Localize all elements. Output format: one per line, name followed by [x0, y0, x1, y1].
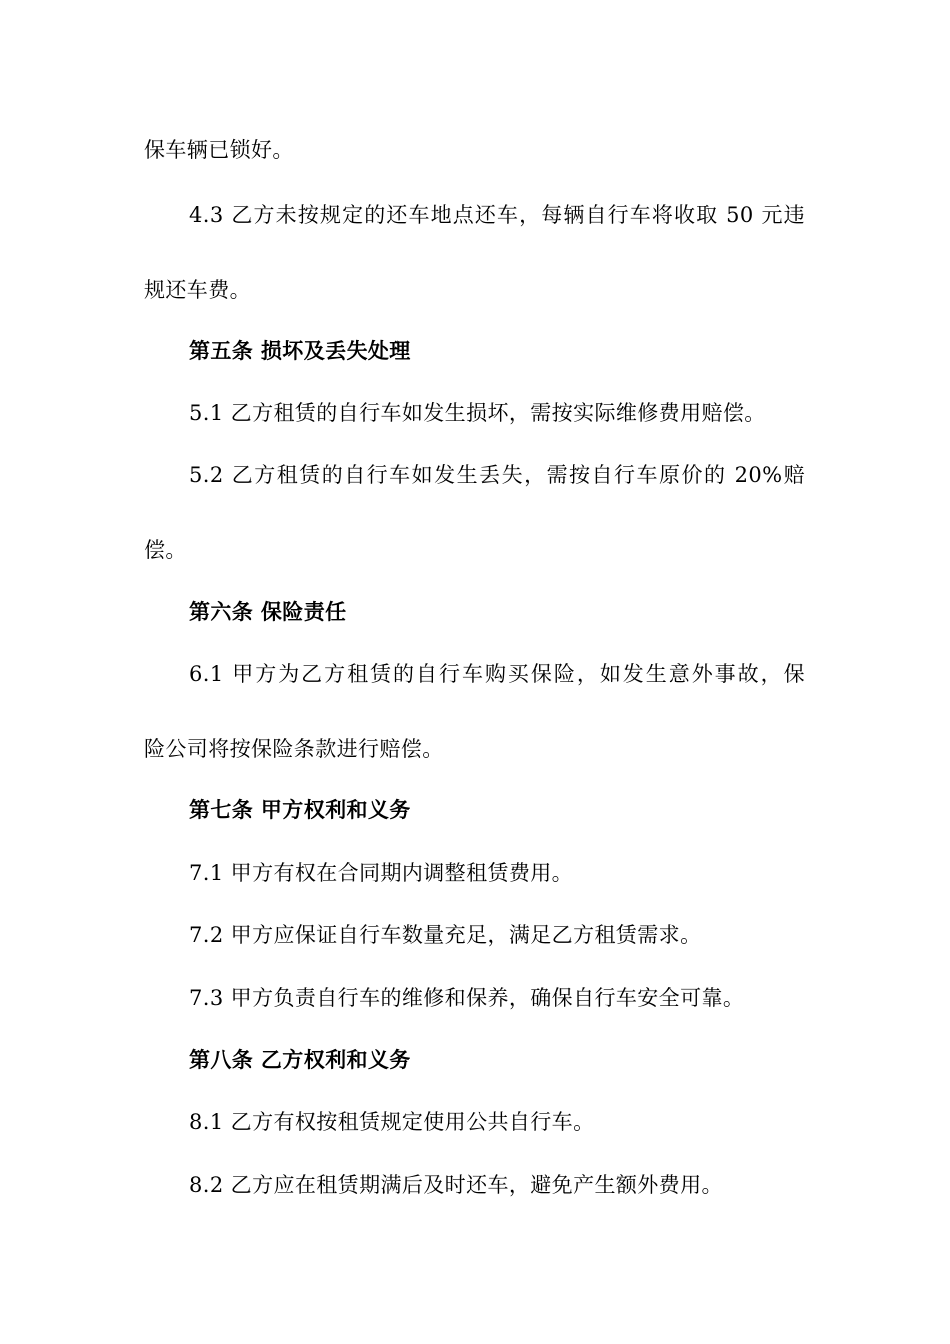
clause-8-1: 8.1 乙方有权按租赁规定使用公共自行车。 [189, 1110, 595, 1134]
clause-6-1: 6.1 甲方为乙方租赁的自行车购买保险，如发生意外事故，保 [189, 662, 805, 686]
article-8-heading: 第八条 乙方权利和义务 [189, 1048, 411, 1072]
article-6-heading: 第六条 保险责任 [189, 600, 347, 624]
clause-5-1: 5.1 乙方租赁的自行车如发生损坏，需按实际维修费用赔偿。 [189, 401, 766, 425]
clause-7-2: 7.2 甲方应保证自行车数量充足，满足乙方租赁需求。 [189, 923, 702, 947]
clause-5-2: 5.2 乙方租赁的自行车如发生丢失，需按自行车原价的 20%赔 [189, 463, 805, 487]
article-5-heading: 第五条 损坏及丢失处理 [189, 339, 411, 363]
clause-6-1-continuation: 险公司将按保险条款进行赔偿。 [144, 737, 444, 761]
clause-5-2-continuation: 偿。 [144, 538, 187, 562]
article-7-heading: 第七条 甲方权利和义务 [189, 798, 411, 822]
paragraph-continuation-4-2: 保车辆已锁好。 [144, 138, 294, 162]
clause-7-3: 7.3 甲方负责自行车的维修和保养，确保自行车安全可靠。 [189, 986, 745, 1010]
clause-7-1: 7.1 甲方有权在合同期内调整租赁费用。 [189, 861, 574, 885]
clause-8-2: 8.2 乙方应在租赁期满后及时还车，避免产生额外费用。 [189, 1173, 723, 1197]
clause-4-3-continuation: 规还车费。 [144, 278, 251, 302]
clause-4-3: 4.3 乙方未按规定的还车地点还车，每辆自行车将收取 50 元违 [189, 203, 805, 227]
